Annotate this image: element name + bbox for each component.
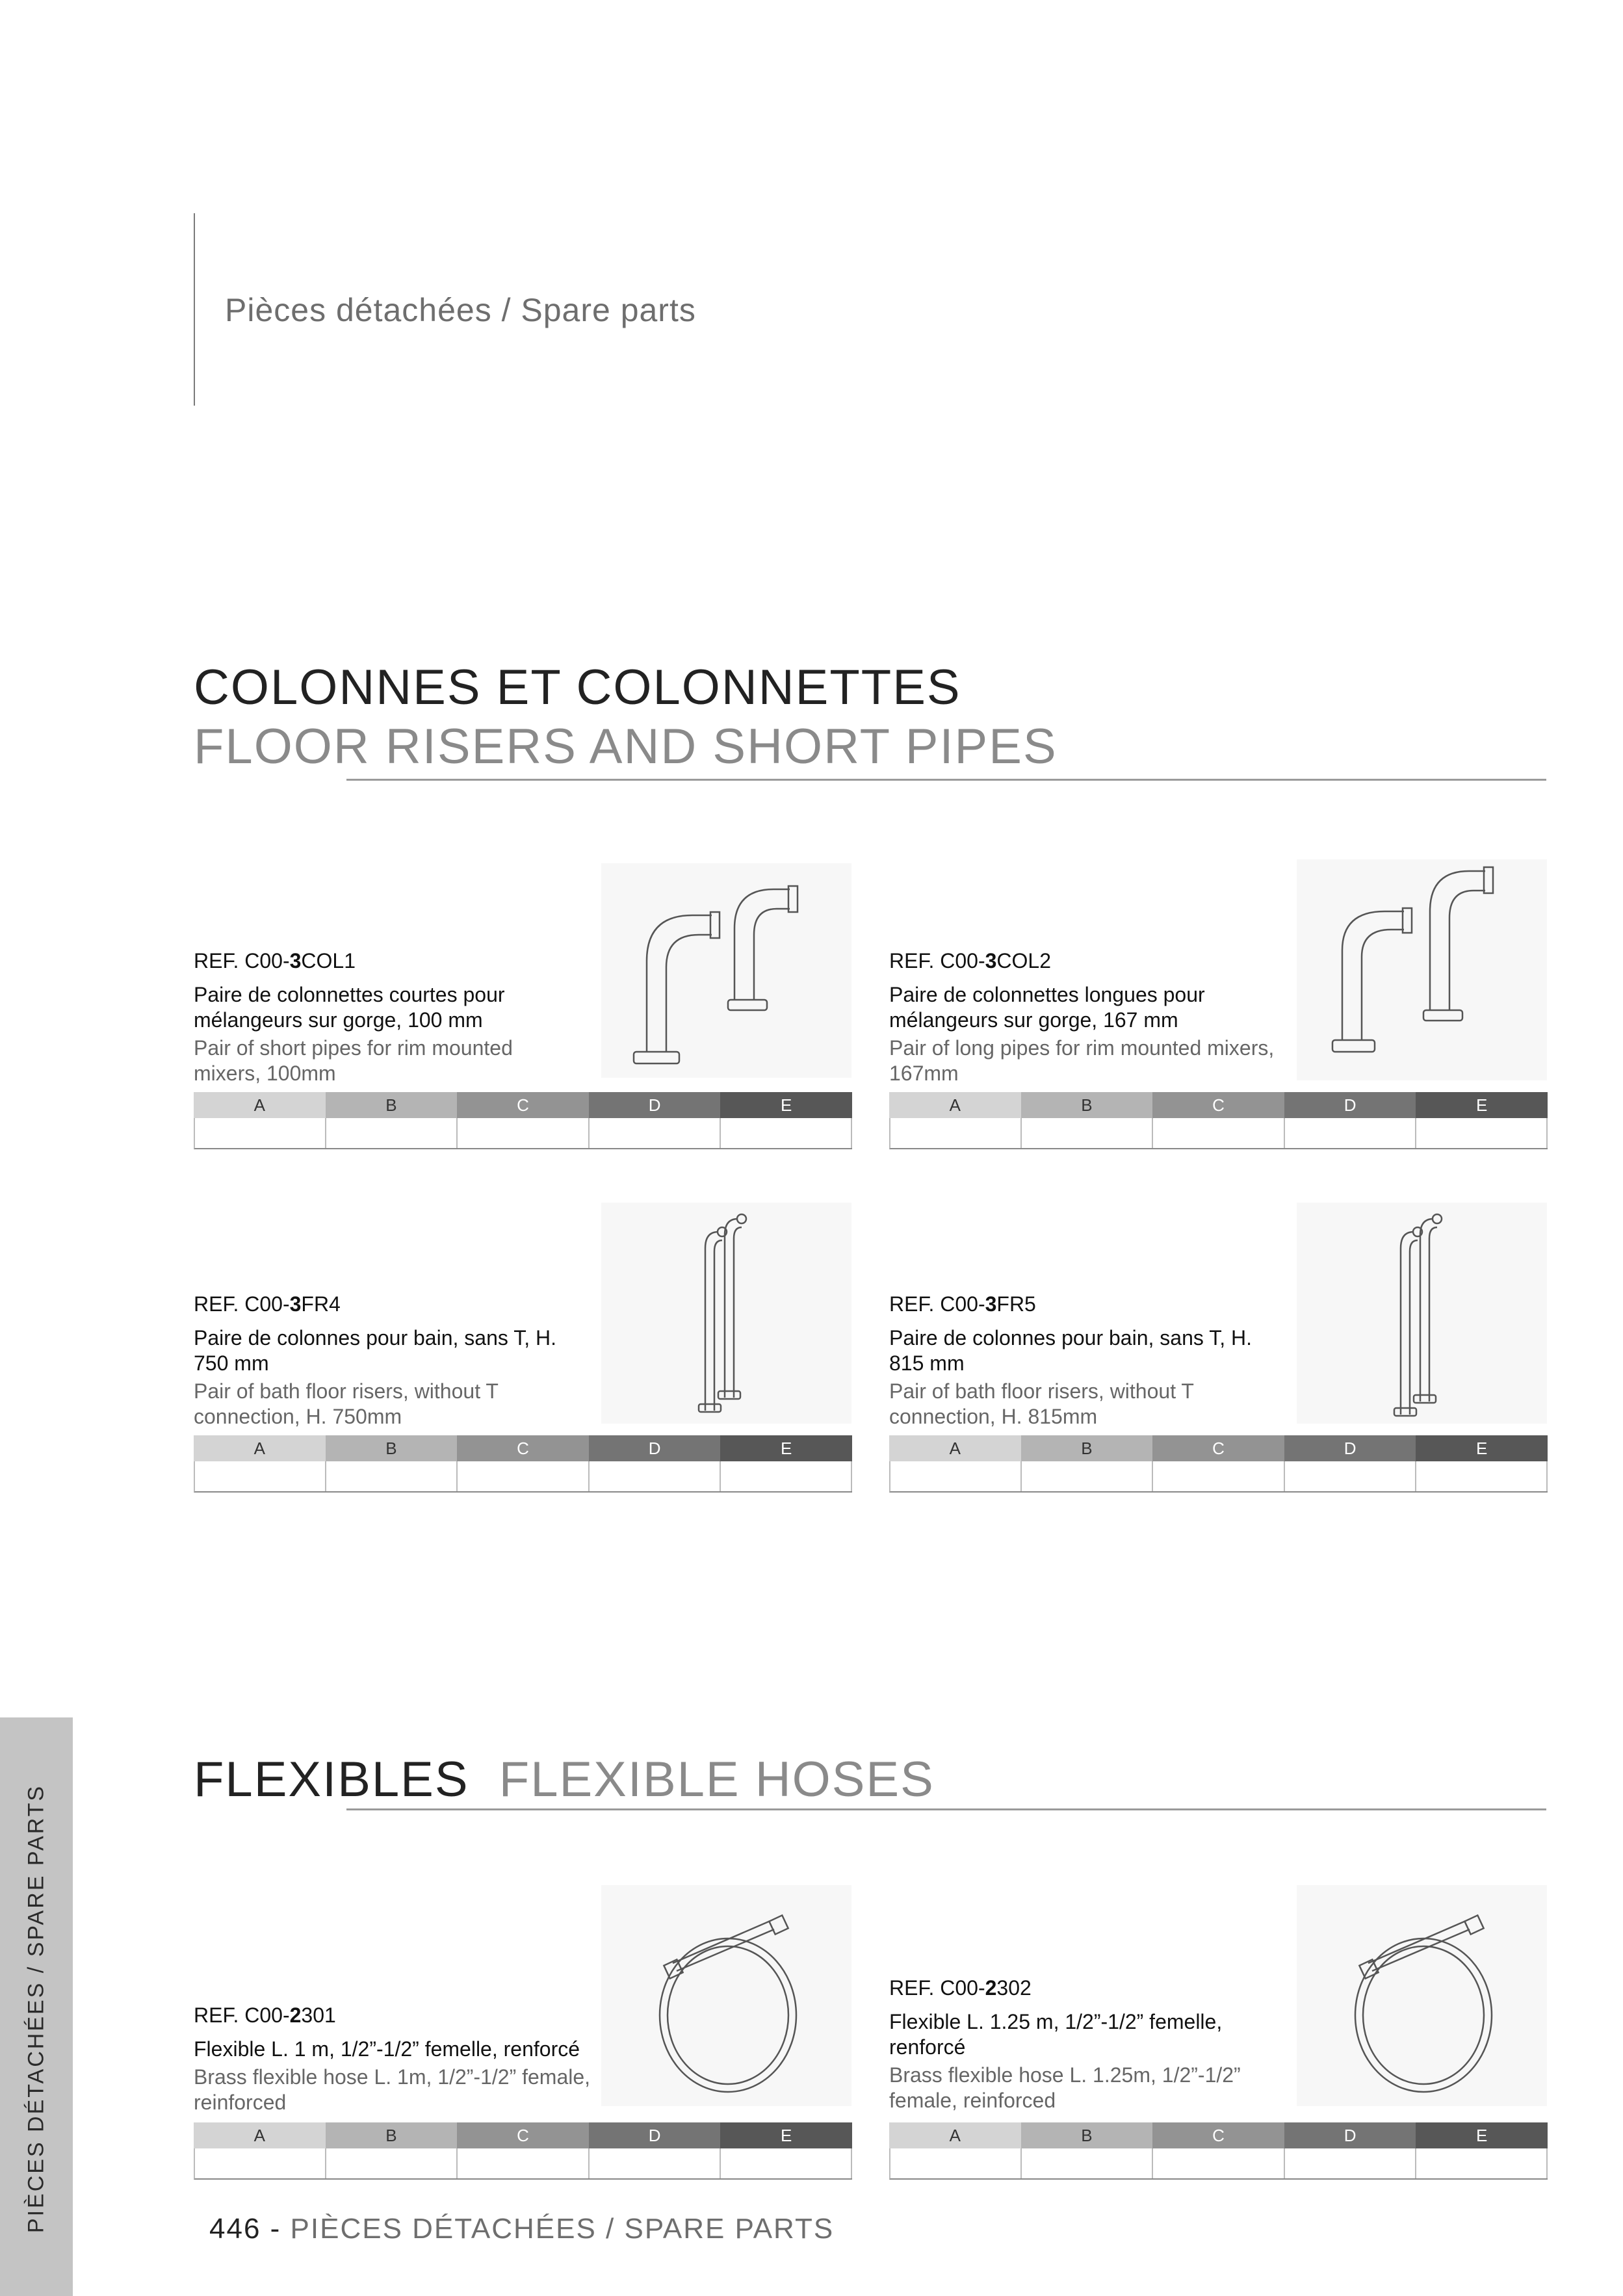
section-rule [346, 779, 1546, 781]
coiled-hose-image [1297, 1885, 1547, 2106]
section-title-fr: FLEXIBLES [194, 1752, 469, 1807]
product-grid [194, 2122, 852, 2180]
product-desc-en: Brass flexible hose L. 1.25m, 1/2”-1/2” female, reinforced [889, 2063, 1241, 2113]
product-ref: REF. C00-3FR5 [889, 1292, 1036, 1316]
grid-col-c: C [457, 2122, 589, 2148]
product-grid-wrap [194, 1092, 852, 1151]
grid-col-d: D [589, 1092, 721, 1118]
grid-col-c: C [1152, 2122, 1284, 2148]
product-ref: REF. C00-3FR4 [194, 1292, 341, 1316]
grid-col-b: B [326, 2122, 458, 2148]
long-pipes-image [1297, 859, 1547, 1080]
grid-col-a: A [194, 1092, 326, 1118]
section-title-hoses [194, 1750, 935, 1809]
grid-col-d: D [1284, 1435, 1416, 1461]
footer-separator: - [261, 2213, 291, 2245]
floor-risers-image [601, 1203, 851, 1424]
page-footer [209, 2213, 834, 2245]
footer-text: PIÈCES DÉTACHÉES / SPARE PARTS [290, 2213, 835, 2245]
section-title-risers [194, 658, 1058, 776]
product-grid-wrap [889, 1435, 1548, 1494]
product-desc-fr: Flexible L. 1.25 m, 1/2”-1/2” femelle, renforcé [889, 2010, 1223, 2059]
product-ref: REF. C00-2301 [194, 2003, 336, 2027]
grid-col-e: E [720, 2122, 852, 2148]
grid-col-b: B [1021, 1435, 1153, 1461]
product-ref: REF. C00-2302 [889, 1976, 1032, 2000]
grid-col-e: E [1416, 1435, 1548, 1461]
section-title-fr: COLONNES ET COLONNETTES [194, 660, 961, 715]
grid-col-d: D [589, 1435, 721, 1461]
grid-col-e: E [720, 1435, 852, 1461]
grid-col-b: B [1021, 2122, 1153, 2148]
product-desc-fr: Paire de colonnettes courtes pour mélangeurs sur gorge, 100 mm [194, 983, 505, 1032]
section-rule [346, 1808, 1546, 1810]
product-desc-fr: Paire de colonnes pour bain, sans T, H. 750 mm [194, 1326, 556, 1376]
grid-col-b: B [1021, 1092, 1153, 1118]
grid-col-d: D [1284, 1092, 1416, 1118]
product-ref: REF. C00-3COL1 [194, 949, 356, 972]
side-tab-label: PIÈCES DÉTACHÉES / SPARE PARTS [23, 1784, 49, 2234]
product-desc-fr: Flexible L. 1 m, 1/2”-1/2” femelle, renforcé [194, 2037, 580, 2061]
grid-col-a: A [194, 2122, 326, 2148]
grid-col-e: E [1416, 1092, 1548, 1118]
product-grid-wrap [889, 2122, 1548, 2181]
grid-col-b: B [326, 1092, 458, 1118]
grid-col-c: C [457, 1435, 589, 1461]
product-grid-wrap [889, 1092, 1548, 1151]
product-desc-en: Pair of bath floor risers, without T connection, H. 815mm [889, 1379, 1194, 1429]
grid-col-a: A [889, 1435, 1021, 1461]
grid-col-c: C [1152, 1092, 1284, 1118]
grid-col-d: D [1284, 2122, 1416, 2148]
product-desc-fr: Paire de colonnettes longues pour mélangeurs sur gorge, 167 mm [889, 983, 1205, 1032]
section-title-en: FLEXIBLE HOSES [499, 1752, 935, 1807]
coiled-hose-image [601, 1885, 851, 2106]
grid-col-c: C [1152, 1435, 1284, 1461]
product-desc-en: Pair of short pipes for rim mounted mixers, 100mm [194, 1036, 513, 1086]
product-desc-en: Brass flexible hose L. 1m, 1/2”-1/2” female, reinforced [194, 2065, 591, 2115]
grid-col-c: C [457, 1092, 589, 1118]
grid-col-d: D [589, 2122, 721, 2148]
product-grid-wrap [194, 2122, 852, 2181]
grid-col-e: E [1416, 2122, 1548, 2148]
product-grid [194, 1435, 852, 1493]
grid-col-b: B [326, 1435, 458, 1461]
product-desc-en: Pair of bath floor risers, without T connection, H. 750mm [194, 1379, 499, 1429]
page-header-title: Pièces détachées / Spare parts [225, 292, 696, 328]
grid-col-e: E [720, 1092, 852, 1118]
product-ref: REF. C00-3COL2 [889, 949, 1051, 972]
floor-risers-image [1297, 1203, 1547, 1424]
product-grid-wrap [194, 1435, 852, 1494]
grid-col-a: A [889, 1092, 1021, 1118]
product-grid [889, 1092, 1548, 1149]
page-number: 446 [209, 2213, 261, 2245]
product-desc-fr: Paire de colonnes pour bain, sans T, H. 815 mm [889, 1326, 1252, 1376]
section-title-en: FLOOR RISERS AND SHORT PIPES [194, 719, 1058, 775]
short-pipes-image [601, 863, 851, 1078]
product-grid [889, 1435, 1548, 1493]
product-grid [194, 1092, 852, 1149]
grid-col-a: A [194, 1435, 326, 1461]
header-divider [194, 213, 195, 406]
product-desc-en: Pair of long pipes for rim mounted mixers, 167mm [889, 1036, 1275, 1086]
grid-col-a: A [889, 2122, 1021, 2148]
product-grid [889, 2122, 1548, 2180]
